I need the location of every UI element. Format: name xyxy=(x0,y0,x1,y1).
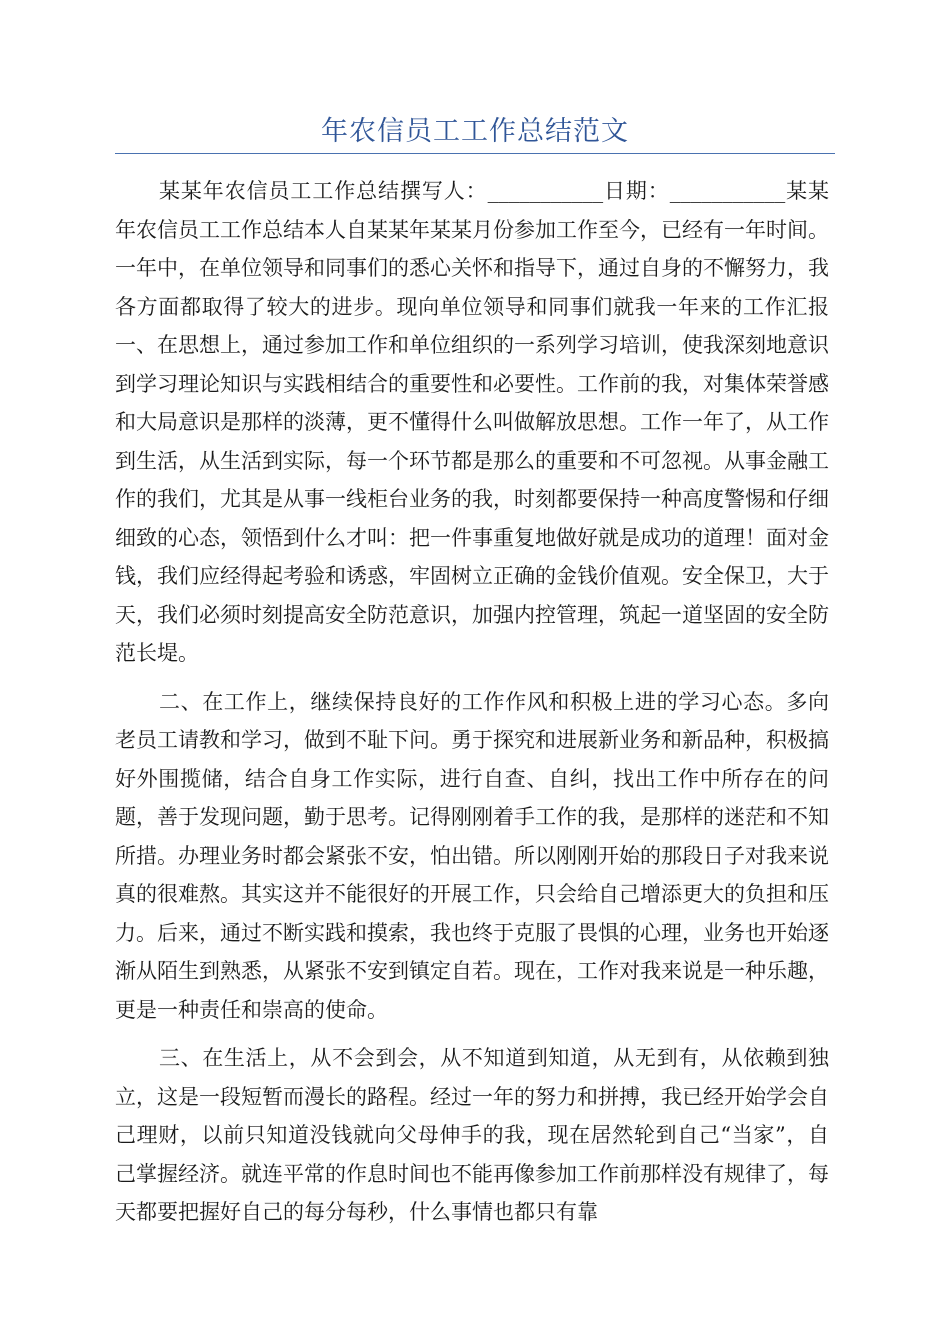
title-underline xyxy=(115,153,835,154)
document-title: 年农信员工工作总结范文 xyxy=(321,116,629,147)
paragraph-2: 二、在工作上，继续保持良好的工作作风和积极上进的学习心态。多向老员工请教和学习，做到不耻下问。勇于探究和进展新业务和新品种，积极搞好外围揽储，结合自身工作实际，进行自查、自纠，找出工作中所存在的问题，善于发现问题，勤于思考。记得刚刚着手工作的我，是那样的迷茫和不知所措。办理业务时都会紧张不安，怕出错。所以刚刚开始的那段日子对我来说真的很难熬。其实这并不能很好的开展工作，只会给自己增添更大的负担和压力。后来，通过不断实践和摸索，我也终于克服了畏惧的心理，业务也开始逐渐从陌生到熟悉，从紧张不安到镇定自若。现在，工作对我来说是一种乐趣，更是一种责任和崇高的使命。 xyxy=(115,689,829,1022)
document-body xyxy=(115,172,829,1232)
paragraph-3: 三、在生活上，从不会到会，从不知道到知道，从无到有，从依赖到独立，这是一段短暂而漫长的路程。经过一年的努力和拼搏，我已经开始学会自己理财，以前只知道没钱就向父母伸手的我，现在居然轮到自己“当家”，自己掌握经济。就连平常的作息时间也不能再像参加工作前那样没有规律了，每天都要把握好自己的每分每秒，什么事情也都只有靠 xyxy=(115,1046,829,1224)
paragraph-1: 某某年农信员工工作总结撰写人：___________日期：___________某某年农信员工工作总结本人自某某年某某月份参加工作至今，已经有一年时间。一年中，在单位领导和同事们的悉心关怀和指导下，通过自身的不懈努力，我各方面都取得了较大的进步。现向单位领导和同事们就我一年来的工作汇报一、在思想上，通过参加工作和单位组织的一系列学习培训，使我深刻地意识到学习理论知识与实践相结合的重要性和必要性。工作前的我，对集体荣誉感和大局意识是那样的淡薄，更不懂得什么叫做解放思想。工作一年了，从工作到生活，从生活到实际，每一个环节都是那么的重要和不可忽视。从事金融工作的我们，尤其是从事一线柜台业务的我，时刻都要保持一种高度警惕和仔细细致的心态，领悟到什么才叫：把一件事重复地做好就是成功的道理！面对金钱，我们应经得起考验和诱惑，牢固树立正确的金钱价值观。安全保卫，大于天，我们必须时刻提高安全防范意识，加强内控管理，筑起一道坚固的安全防范长堤。 xyxy=(115,179,829,665)
